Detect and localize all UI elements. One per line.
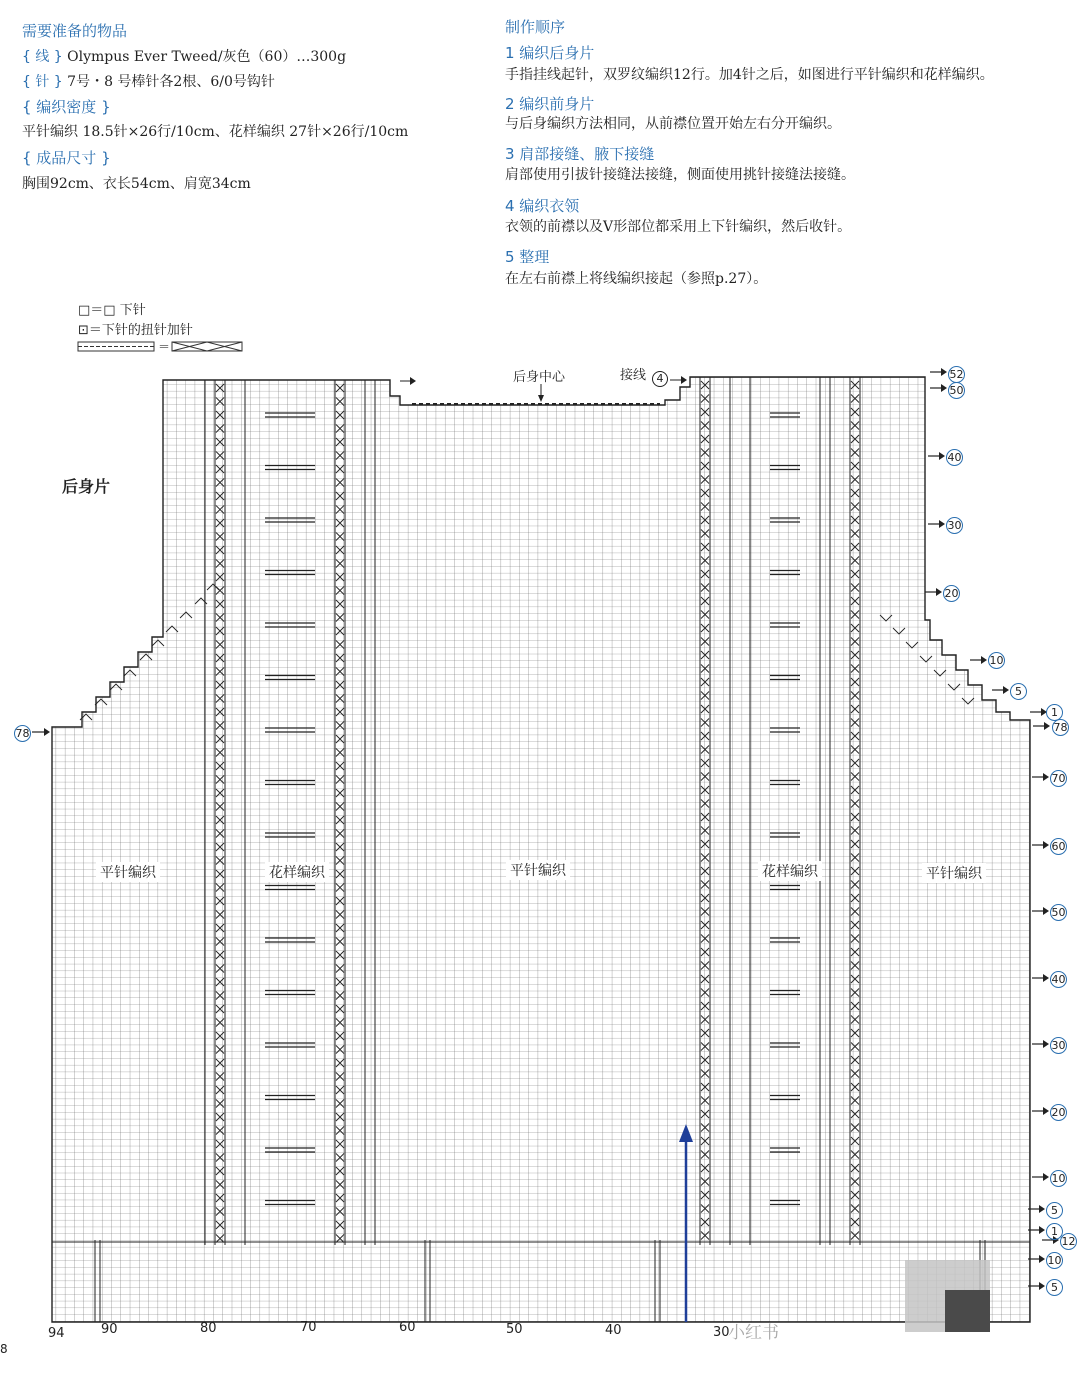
- size-text: 胸围92cm、衣长54cm、肩宽34cm: [22, 176, 251, 192]
- col-50: 50: [506, 1322, 523, 1337]
- step-5-title: 5 整理: [505, 248, 550, 266]
- row-10-b: 10: [1051, 1172, 1066, 1185]
- row-60: 60: [1051, 840, 1066, 853]
- gauge-tag: { 编织密度 }: [22, 98, 111, 116]
- row-arrow-head: [1043, 841, 1049, 849]
- row-20-b: 20: [1051, 1106, 1066, 1119]
- row-5-rib: 5: [1046, 1279, 1063, 1296]
- area-label-pattern-right: 花样编织: [758, 861, 822, 881]
- step-1-title: 1 编织后身片: [505, 44, 595, 62]
- row-arrow-head: [939, 452, 945, 460]
- row-arrow-head: [941, 368, 947, 376]
- row-1-top: 1: [1046, 704, 1063, 721]
- col-40: 40: [605, 1323, 622, 1338]
- step-2-title: 2 编织前身片: [505, 95, 595, 113]
- row-5-b: 5: [1046, 1202, 1063, 1219]
- row-arrow-head: [1044, 722, 1050, 730]
- row-arrow-head: [936, 588, 942, 596]
- area-label-stockinette-center: 平针编织: [506, 860, 570, 880]
- watermark-dark-block: [945, 1290, 990, 1332]
- row-arrow-head: [941, 384, 947, 392]
- step-2-text: 与后身编织方法相同，从前襟位置开始左右分开编织。: [505, 116, 841, 132]
- left-row-arrow-head: [44, 728, 50, 736]
- materials-heading: 需要准备的物品: [22, 22, 128, 40]
- row-20: 20: [944, 587, 959, 600]
- row-30: 30: [947, 519, 962, 532]
- area-label-pattern-left: 花样编织: [265, 862, 329, 882]
- col-60: 60: [399, 1320, 416, 1335]
- col-70: 70: [300, 1320, 317, 1335]
- row-30-b: 30: [1051, 1039, 1066, 1052]
- legend-twist-increase: ⊡＝下针的扭针加针: [78, 323, 193, 338]
- step-1-text: 手指挂线起针，双罗纹编织12行。加4针之后，如图进行平针编织和花样编织。: [505, 67, 994, 83]
- step-4-title: 4 编织衣领: [505, 197, 580, 215]
- step-3-text: 肩部使用引拔针接缝法接缝，侧面使用挑针接缝法接缝。: [505, 167, 855, 183]
- row-arrow-head: [939, 520, 945, 528]
- row-arrow-head: [1043, 1107, 1049, 1115]
- col-80: 80: [200, 1321, 217, 1336]
- row-78-right: 78: [1053, 721, 1068, 734]
- join-label: 接线: [620, 368, 647, 383]
- area-label-stockinette-right: 平针编织: [922, 863, 986, 883]
- watermark: 小红书: [728, 1323, 779, 1343]
- row-40: 40: [947, 451, 962, 464]
- col-94: 94: [48, 1326, 65, 1341]
- size-tag: { 成品尺寸 }: [22, 149, 111, 167]
- chart-body: [52, 377, 1030, 1322]
- join-number: 4: [652, 371, 668, 387]
- row-50-b: 50: [1051, 906, 1066, 919]
- row-arrow-head: [1039, 1226, 1045, 1234]
- area-label-stockinette-left: 平针编织: [96, 862, 160, 882]
- row-50: 50: [949, 384, 964, 397]
- row-arrow-head: [1043, 907, 1049, 915]
- row-arrow-head: [1039, 1205, 1045, 1213]
- neck-arrow-left-head: [410, 377, 416, 385]
- col-90: 90: [101, 1322, 118, 1337]
- gauge-text: 平针编织 18.5针×26行/10cm、花样编织 27针×26行/10cm: [22, 124, 409, 140]
- needle-tag: { 针 }: [22, 74, 63, 90]
- col-30: 30: [713, 1325, 730, 1340]
- center-arrow-head: [538, 395, 544, 402]
- row-70: 70: [1051, 772, 1066, 785]
- row-arrow-head: [1039, 1282, 1045, 1290]
- legend-purl: □＝□ 下针: [78, 303, 146, 318]
- row-5-top: 5: [1010, 683, 1027, 700]
- row-arrow-head: [1043, 773, 1049, 781]
- yarn-tag: { 线 }: [22, 49, 63, 65]
- row-arrow-head: [981, 656, 987, 664]
- row-1-b: 1: [1046, 1223, 1063, 1240]
- yarn-text: Olympus Ever Tweed/灰色（60）…300g: [67, 49, 347, 65]
- needle-text: 7号・8 号棒针各2根、6/0号钩针: [67, 74, 275, 90]
- left-row-number: 78: [15, 727, 30, 740]
- row-10-rib: 10: [1047, 1254, 1062, 1267]
- row-52: 52: [949, 368, 964, 381]
- row-arrow-head: [1043, 1173, 1049, 1181]
- step-3-title: 3 肩部接缝、腋下接缝: [505, 145, 655, 163]
- piece-label: 后身片: [62, 477, 111, 496]
- page-number: 8: [0, 1342, 8, 1356]
- row-arrow-head: [1043, 1040, 1049, 1048]
- row-arrow-head: [1043, 974, 1049, 982]
- row-arrow-head: [1003, 686, 1009, 694]
- steps-heading: 制作顺序: [505, 18, 566, 36]
- svg-text:＝: ＝: [158, 340, 171, 354]
- neck-arrow-right-head: [681, 376, 687, 384]
- row-arrow-head: [1039, 1255, 1045, 1263]
- row-40-b: 40: [1051, 973, 1066, 986]
- row-10-top: 10: [989, 654, 1004, 667]
- step-5-text: 在左右前襟上将线编织接起（参照p.27）。: [505, 271, 768, 287]
- row-12-rib: 12: [1061, 1235, 1076, 1248]
- step-4-text: 衣领的前襟以及V形部位都采用上下针编织，然后收针。: [505, 219, 852, 235]
- center-label: 后身中心: [513, 370, 566, 385]
